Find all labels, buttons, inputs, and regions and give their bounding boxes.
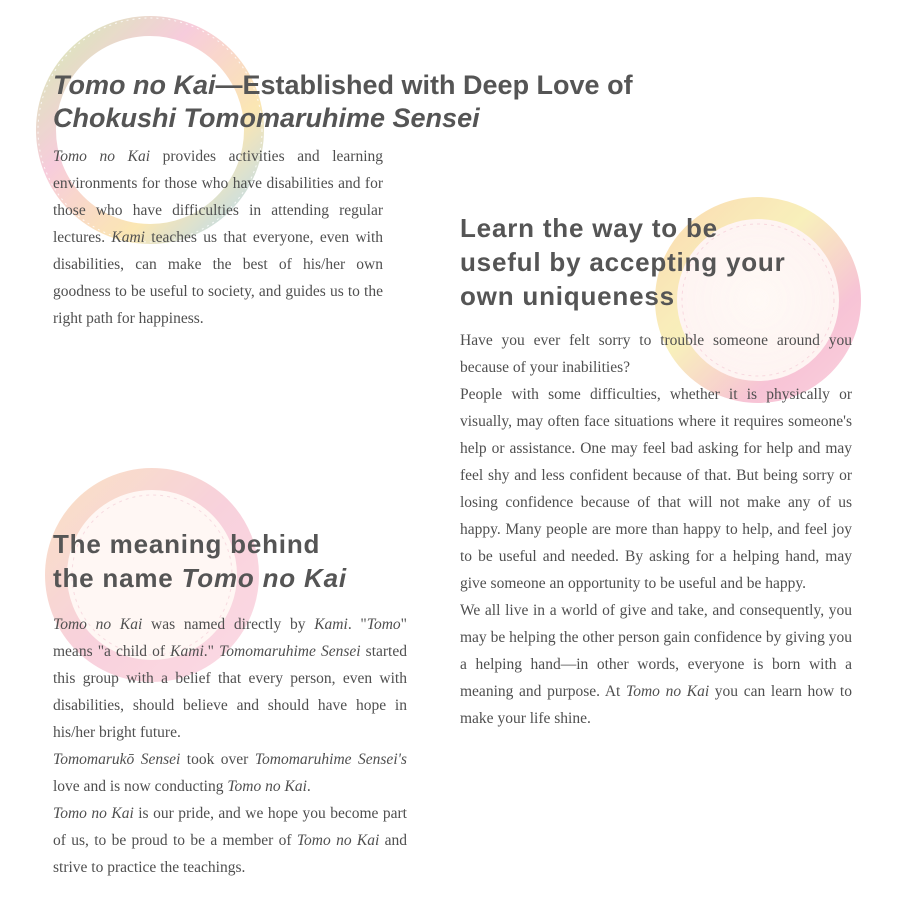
meaning-text-italic: Tomomaruhime Sensei's (254, 751, 407, 768)
learn-title: Learn the way to be useful by accepting your own uniqueness (460, 213, 786, 311)
meaning-text-italic: Tomo no Kai (296, 832, 380, 849)
learn-text: you can learn how to make your life shine. (460, 683, 852, 727)
meaning-text: ." (203, 643, 220, 660)
intro-text-italic: Tomo no Kai (53, 148, 151, 165)
meaning-paragraph-1 (53, 611, 407, 746)
intro-paragraph (53, 143, 383, 332)
meaning-title-italic: Tomo no Kai (181, 563, 347, 593)
meaning-text-italic: Tomo (366, 616, 401, 633)
meaning-text: took over (180, 751, 255, 768)
meaning-text: . " (347, 616, 367, 633)
meaning-text: . (306, 778, 311, 795)
meaning-title (53, 527, 407, 595)
intro-text-italic: Kami (111, 229, 145, 246)
meaning-title-line1: The meaning behind (53, 529, 321, 559)
meaning-text: is our pride, and we hope you become part of us, to be proud to be a member of (53, 805, 407, 849)
meaning-text: love and is now conducting (53, 778, 228, 795)
meaning-text-italic: Tomomarukō Sensei (53, 751, 181, 768)
learn-paragraph-2: People with some difficulties, whether it is physically or visually, may often face situations where it requires someone's help or assistance. One may feel bad asking for help and may feel shy and less confident because of that. But being sorry or losing confidence because of that will not make any of us happy. Many people are more than happy to help, and feel joy to be useful and needed. By asking for a helping hand, may give someone an opportunity to be useful and be happy. (460, 386, 852, 592)
meaning-section (53, 527, 407, 881)
meaning-text-italic: Kami (170, 643, 204, 660)
meaning-paragraph-3 (53, 800, 407, 881)
meaning-text: and strive to practice the teachings. (53, 832, 407, 876)
intro-title-italic: Tomo no Kai (53, 70, 216, 100)
meaning-text-italic: Tomo no Kai (227, 778, 307, 795)
meaning-text-italic: Tomo no Kai (53, 616, 143, 633)
intro-text: teaches us that everyone, even with disabilities, can make the best of his/her own goodness to be useful to society, and guides us to the right path for happiness. (53, 229, 383, 327)
meaning-text: " means "a child of (53, 616, 407, 660)
learn-paragraph-3 (460, 597, 852, 732)
meaning-paragraph-2 (53, 746, 407, 800)
intro-title-line2: Chokushi Tomomaruhime Sensei (53, 103, 480, 133)
intro-title-rest: —Established with Deep Love of (215, 70, 633, 100)
meaning-text: started this group with a belief that every person, even with disabilities, should believe and should have hope in his/her bright future. (53, 643, 407, 741)
meaning-title-line2: the name (53, 563, 182, 593)
intro-text: provides activities and learning environments for those who have disabilities and for those who have difficulties in attending regular lectures. (53, 148, 383, 246)
learn-text: We all live in a world of give and take, and consequently, you may be helping the other person gain confidence by giving you a helping hand—in other words, everyone is born with a meaning and purpose. At (460, 602, 852, 700)
learn-section (460, 211, 852, 732)
intro-title (53, 69, 653, 135)
meaning-text-italic: Kami (314, 616, 348, 633)
meaning-text: was named directly by (142, 616, 315, 633)
meaning-text-italic: Tomo no Kai (53, 805, 134, 822)
meaning-text-italic: Tomomaruhime Sensei (219, 643, 361, 660)
learn-paragraph-1: Have you ever felt sorry to trouble someone around you because of your inabilities? (460, 332, 852, 376)
learn-text-italic: Tomo no Kai (626, 683, 710, 700)
